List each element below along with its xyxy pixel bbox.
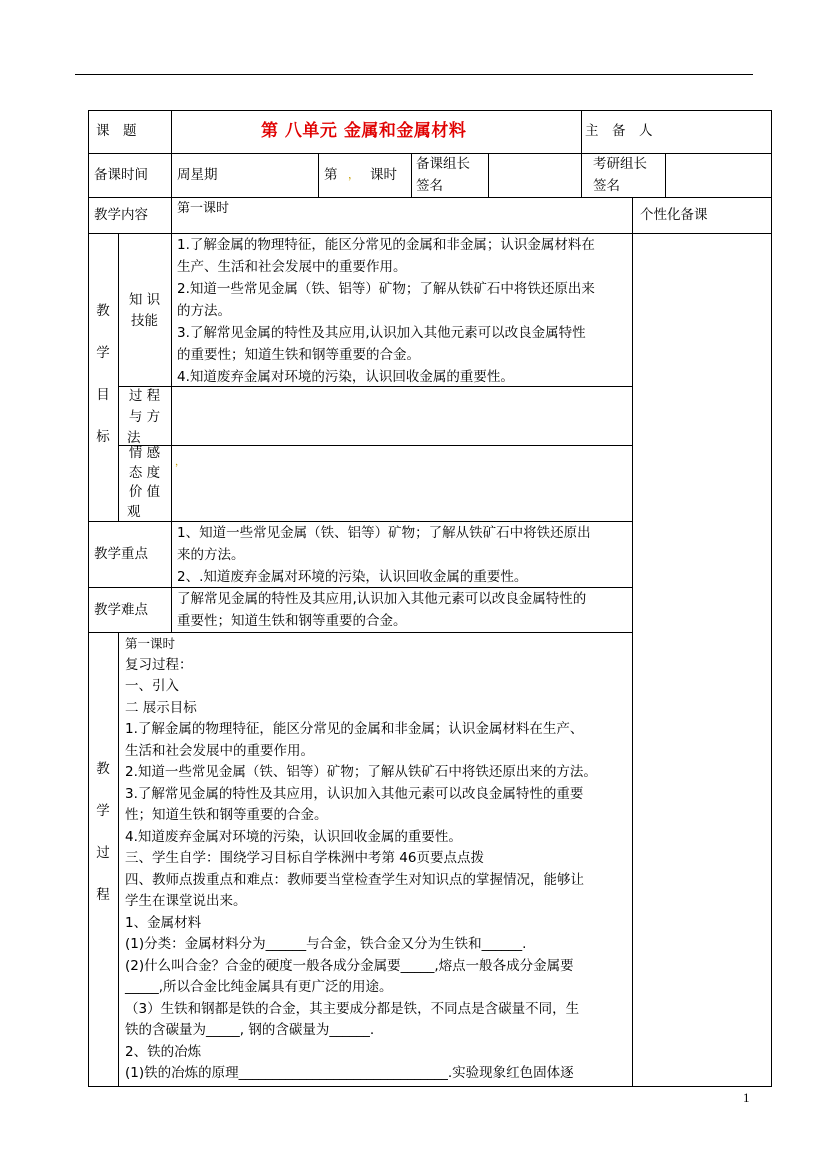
table-border-bottom bbox=[88, 1086, 772, 1087]
col-line bbox=[318, 153, 319, 197]
table-border-right bbox=[771, 110, 772, 1086]
process-text: 第一课时 复习过程： 一、引入 二 展示目标 1.了解金属的物理特征，能区分常见的金属和非金属；认识金属材料在生产、 生活和社会发展中的重要作用。 2.知道一些常见金属（铁、铝等）矿物；了解从铁矿石中将铁还原出来的方法。 3.了解常见金属的特性及其应用，认识加入其他元素可以改良金属特性的重要 性；知道生铁和钢等重要的合金。 4.知道废弃金属对环境的污染，认识回收金属的重要性。 三、学生自学：围绕学习目标自学株洲中考第 46页要点点拨 四、教师点拨重点和难点：教师要当堂检查学生对知识点的掌握情况，能够让 学生在课堂说出来。 1、金属材料 (1)分类：金属材料分为______与合金，铁合金又分为生铁和______. (2)什么叫合金？合金的硬度一般各成分金属要_____,熔点一般各成分金属要 _____,所以合金比纯金属具有更广泛的用途。 （3）生铁和钢都是铁的合金，其主要成分都是铁，不同点是含碳量不同，生 铁的含碳量为_____, 钢的含碳量为______. 2、铁的冶炼 (1)铁的冶炼的原理_______________________________.实验现象红色固体逐 bbox=[125, 636, 597, 1081]
key-points-text: 1、知道一些常见金属（铁、铝等）矿物；了解从铁矿石中将铁还原出 来的方法。 2、.知道废弃金属对环境的污染，认识回收金属的重要性。 bbox=[177, 525, 591, 585]
label-difficulties: 教学难点 bbox=[94, 602, 148, 618]
value-teaching-content: 第一课时 bbox=[177, 201, 230, 216]
col-line bbox=[488, 153, 489, 197]
col-line bbox=[632, 197, 633, 1086]
top-rule bbox=[75, 74, 753, 75]
label-zhu-bei-ren: 主 备 人 bbox=[585, 123, 653, 139]
label-teaching-content: 教学内容 bbox=[94, 207, 148, 223]
col-line bbox=[665, 153, 666, 197]
emotion-mark: ， bbox=[175, 457, 185, 468]
difficulties-text: 了解常见金属的特性及其应用,认识加入其他元素可以改良金属特性的 重要性；知道生铁和钢等重要的合金。 bbox=[177, 591, 587, 629]
objectives-label: 教 学 目 标 bbox=[96, 303, 110, 445]
label-ke-ti: 课 题 bbox=[96, 123, 137, 139]
value-zhou-xing-qi: 周星期 bbox=[177, 167, 218, 183]
table-border-left bbox=[88, 110, 89, 1086]
col-line bbox=[581, 110, 582, 198]
label-di: 第 bbox=[324, 167, 338, 183]
emotion-label: 情 感 态 度 价 值 观 bbox=[127, 445, 161, 520]
process-label: 教 学 过 程 bbox=[96, 761, 110, 903]
page-title: 第 八单元 金属和金属材料 bbox=[261, 121, 467, 141]
col-line bbox=[171, 110, 172, 234]
label-personal-prep: 个性化备课 bbox=[640, 207, 708, 223]
table-border-top bbox=[88, 110, 772, 111]
col-line bbox=[411, 153, 412, 197]
process-method-label: 过 程 与 方 法 bbox=[127, 388, 161, 446]
label-ke-shi: 课时 bbox=[370, 167, 397, 183]
knowledge-label: 知 识 技能 bbox=[128, 292, 161, 329]
label-bei-ke-zu-zhang-sign: 签名 bbox=[416, 178, 443, 194]
page-number: 1 bbox=[743, 1090, 750, 1105]
label-key-points: 教学重点 bbox=[94, 546, 148, 562]
col-line bbox=[118, 632, 119, 1086]
label-bei-ke-zu-zhang: 备课组长 bbox=[416, 156, 470, 172]
label-kao-yan-zu-zhang: 考研组长 bbox=[593, 156, 647, 172]
label-kao-yan-zu-zhang-sign: 签名 bbox=[593, 178, 620, 194]
col-line bbox=[171, 233, 172, 632]
knowledge-text: 1.了解金属的物理特征，能区分常见的金属和非金属；认识金属材料在 生产、生活和社会发展中的重要作用。 2.知道一些常见金属（铁、铝等）矿物；了解从铁矿石中将铁还原出来 的方法。 3.了解常见金属的特性及其应用,认识加入其他元素可以改良金属特性 的重要性；知道生铁和钢等重要的合金。 4.知道废弃金属对环境的污染，认识回收金属的重要性。 bbox=[177, 237, 595, 385]
label-bei-ke-shi-jian: 备课时间 bbox=[94, 167, 148, 183]
yellow-mark: ， bbox=[348, 168, 359, 181]
row-line bbox=[118, 445, 632, 446]
